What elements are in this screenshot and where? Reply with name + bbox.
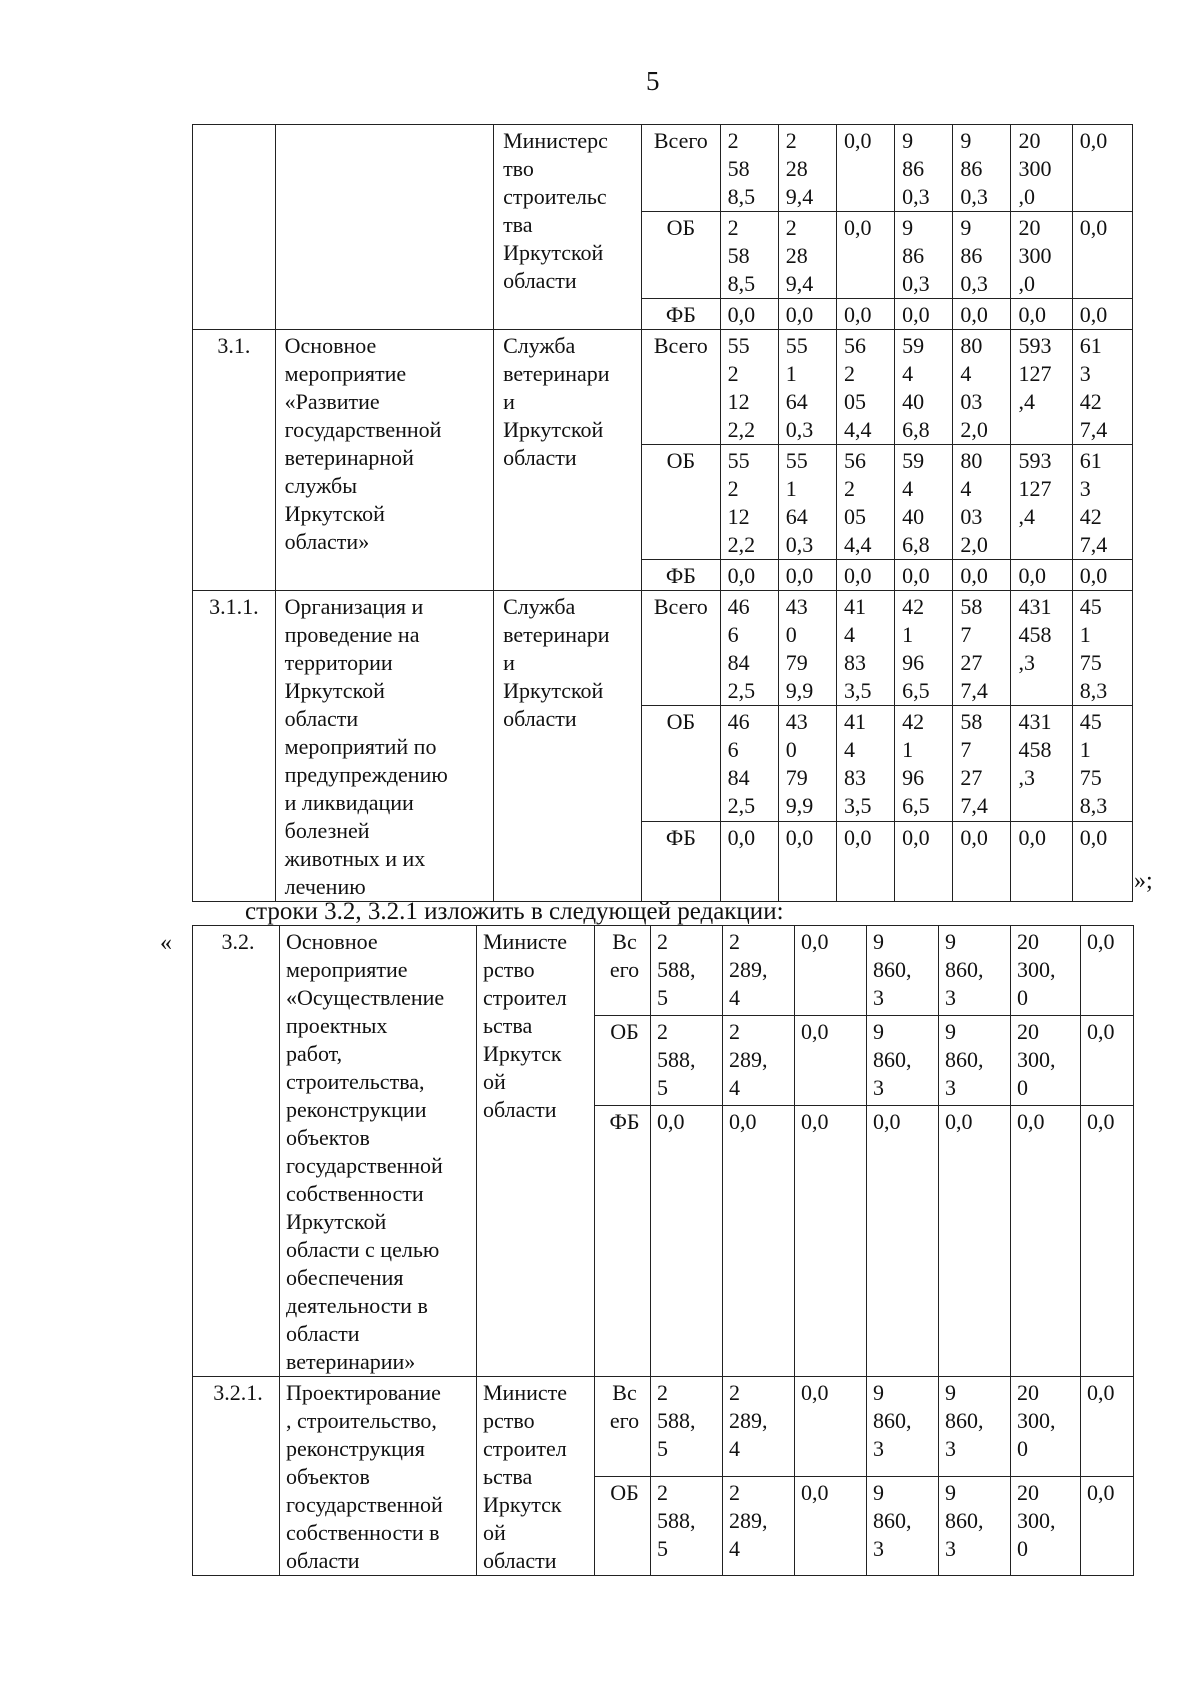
executor-name-text: Служба ветеринари и Иркутской области — [503, 594, 610, 731]
value-text: 2 289, 4 — [729, 929, 768, 1010]
value-text: 42 1 96 6,5 — [902, 709, 930, 819]
value-cell — [720, 706, 778, 821]
executor-name — [494, 591, 642, 902]
funding-source-text: ОБ — [666, 215, 696, 240]
funding-source-text: ОБ — [666, 709, 696, 735]
value-cell — [1072, 821, 1132, 901]
value-cell — [720, 212, 778, 299]
row-code — [193, 591, 276, 902]
value-text: 0,0 — [657, 1108, 685, 1134]
value-text: 0,0 — [1079, 128, 1108, 153]
value-cell — [1011, 445, 1072, 560]
value-text: 46 6 84 2,5 — [727, 709, 756, 819]
funding-source-text: Вс его — [609, 1380, 640, 1433]
value-cell — [723, 1015, 795, 1105]
value-text: 0,0 — [727, 563, 756, 588]
executor-name-text: Служба ветеринари и Иркутской области — [503, 333, 610, 470]
value-text: 0,0 — [843, 128, 872, 153]
value-text: 45 1 75 8,3 — [1079, 594, 1108, 703]
funding-source-text: ФБ — [665, 563, 696, 588]
value-text: 0,0 — [727, 302, 756, 327]
value-cell — [836, 821, 894, 901]
activity-name — [275, 125, 493, 330]
value-cell — [953, 212, 1011, 299]
value-cell — [795, 1377, 867, 1477]
value-text: 41 4 83 3,5 — [843, 709, 872, 819]
executor-name-text: Министе рство строител ьства Иркутск ой области — [483, 929, 568, 1122]
activity-name — [275, 591, 493, 902]
row-code — [193, 926, 280, 1377]
value-cell — [1072, 330, 1132, 445]
value-cell — [836, 212, 894, 299]
value-text: 2 28 9,4 — [785, 215, 814, 296]
value-cell — [895, 591, 953, 706]
value-cell — [895, 560, 953, 591]
value-cell — [953, 591, 1011, 706]
value-text: 0,0 — [902, 563, 930, 588]
executor-name-text: Министерс тво строительс тва Иркутской области — [503, 128, 608, 293]
value-text: 431 458 ,3 — [1018, 709, 1052, 791]
value-cell — [895, 706, 953, 821]
value-text: 56 2 05 4,4 — [843, 333, 872, 442]
executor-name — [477, 926, 595, 1377]
value-cell — [651, 1476, 723, 1576]
value-cell — [895, 299, 953, 330]
value-cell — [953, 125, 1011, 212]
value-cell — [720, 445, 778, 560]
value-text: 0,0 — [960, 302, 988, 327]
value-cell — [720, 125, 778, 212]
value-cell — [778, 212, 836, 299]
funding-source-text: ФБ — [665, 302, 696, 327]
value-cell — [651, 926, 723, 1016]
value-text: 9 86 0,3 — [902, 215, 930, 296]
value-text: 0,0 — [1087, 1380, 1115, 1405]
value-cell — [1072, 560, 1132, 591]
value-text: 0,0 — [1087, 1018, 1115, 1044]
value-cell — [1011, 1015, 1081, 1105]
value-text: 0,0 — [843, 563, 872, 588]
value-cell — [720, 591, 778, 706]
value-text: 0,0 — [801, 1108, 829, 1134]
value-cell — [836, 330, 894, 445]
value-text: 20 300 ,0 — [1018, 128, 1052, 209]
value-text: 0,0 — [1087, 1479, 1115, 1505]
top-table-body — [193, 125, 1133, 902]
funding-source-text: ОБ — [666, 448, 696, 473]
funding-source — [595, 926, 651, 1016]
value-cell — [720, 299, 778, 330]
funding-source — [642, 706, 721, 821]
value-cell — [1081, 1476, 1134, 1576]
funding-source-text: ФБ — [665, 824, 696, 850]
value-text: 0,0 — [1018, 824, 1046, 850]
value-text: 9 86 0,3 — [960, 128, 988, 209]
value-text: 0,0 — [1079, 824, 1108, 850]
activity-name — [275, 330, 493, 591]
value-cell — [953, 706, 1011, 821]
value-cell — [720, 560, 778, 591]
table-row — [193, 330, 1133, 445]
value-text: 9 860, 3 — [873, 1018, 912, 1100]
value-cell — [895, 445, 953, 560]
funding-source — [595, 1377, 651, 1477]
value-text: 0,0 — [1079, 563, 1108, 588]
value-text: 0,0 — [960, 824, 988, 850]
value-cell — [778, 330, 836, 445]
value-text: 9 860, 3 — [945, 1018, 984, 1100]
value-text: 61 3 42 7,4 — [1079, 333, 1108, 442]
value-text: 9 86 0,3 — [960, 215, 988, 296]
value-cell — [895, 330, 953, 445]
value-text: 9 86 0,3 — [902, 128, 930, 209]
funding-source — [642, 821, 721, 901]
funding-source-text: Вс его — [609, 929, 640, 982]
value-text: 0,0 — [843, 215, 872, 240]
value-text: 56 2 05 4,4 — [843, 448, 872, 557]
value-cell — [795, 1105, 867, 1376]
value-cell — [953, 821, 1011, 901]
value-cell — [1011, 212, 1072, 299]
instruction-text: строки 3.2, 3.2.1 изложить в следующей редакции: — [245, 898, 784, 925]
value-cell — [836, 560, 894, 591]
value-text: 0,0 — [1087, 929, 1115, 954]
value-text: 0,0 — [801, 1018, 829, 1044]
value-cell — [778, 706, 836, 821]
value-text: 55 1 64 0,3 — [785, 333, 814, 442]
funding-source — [642, 299, 721, 330]
value-text: 58 7 27 7,4 — [960, 594, 988, 703]
value-text: 0,0 — [1018, 302, 1046, 327]
value-cell — [1011, 560, 1072, 591]
value-cell — [939, 1377, 1011, 1477]
value-text: 2 289, 4 — [729, 1479, 768, 1561]
activity-name — [280, 1377, 477, 1576]
value-cell — [1072, 591, 1132, 706]
value-cell — [723, 1476, 795, 1576]
value-cell — [836, 445, 894, 560]
value-text: 431 458 ,3 — [1018, 594, 1052, 675]
funding-source — [642, 212, 721, 299]
funding-source — [642, 445, 721, 560]
value-cell — [953, 560, 1011, 591]
bottom-table-body — [193, 926, 1134, 1576]
value-cell — [1011, 125, 1072, 212]
row-code — [193, 125, 276, 330]
value-text: 0,0 — [843, 302, 872, 327]
value-cell — [1081, 1377, 1134, 1477]
value-text: 61 3 42 7,4 — [1079, 448, 1108, 557]
funding-source — [642, 330, 721, 445]
value-cell — [1011, 926, 1081, 1016]
value-text: 0,0 — [801, 1380, 829, 1405]
value-text: 0,0 — [843, 824, 872, 850]
row-code — [193, 330, 276, 591]
executor-name — [477, 1377, 595, 1576]
value-cell — [778, 445, 836, 560]
value-cell — [939, 1105, 1011, 1376]
funding-source — [642, 125, 721, 212]
closing-quote: »; — [1134, 868, 1153, 894]
value-text: 55 1 64 0,3 — [785, 448, 814, 557]
row-code-text: 3.1. — [217, 333, 251, 358]
value-cell — [795, 1015, 867, 1105]
value-text: 9 860, 3 — [945, 1479, 984, 1561]
value-text: 2 58 8,5 — [727, 128, 756, 209]
value-text: 9 860, 3 — [873, 929, 912, 1010]
table-row — [193, 926, 1134, 1016]
value-text: 58 7 27 7,4 — [960, 709, 988, 819]
activity-name-text: Основное мероприятие «Развитие государственной ветеринарной службы Иркутской области» — [284, 333, 442, 554]
value-text: 0,0 — [1018, 563, 1046, 588]
top-table — [192, 124, 1133, 902]
value-cell — [795, 1476, 867, 1576]
value-cell — [867, 1476, 939, 1576]
value-cell — [1072, 125, 1132, 212]
funding-source — [642, 591, 721, 706]
value-cell — [1072, 706, 1132, 821]
activity-name-text: Организация и проведение на территории Иркутской области мероприятий по предупреждению и ликвидации болезней животных и их лечению — [284, 594, 448, 899]
funding-source — [595, 1105, 651, 1376]
value-cell — [953, 299, 1011, 330]
opening-quote: « — [160, 930, 172, 956]
value-text: 59 4 40 6,8 — [902, 333, 930, 442]
value-text: 0,0 — [960, 563, 988, 588]
value-cell — [795, 926, 867, 1016]
value-cell — [867, 1105, 939, 1376]
value-cell — [723, 1105, 795, 1376]
activity-name-text: Проектирование , строительство, реконструкция объектов государственной собственности в области — [286, 1380, 443, 1573]
value-cell — [836, 706, 894, 821]
value-text: 0,0 — [1087, 1108, 1115, 1134]
value-cell — [1081, 1105, 1134, 1376]
value-text: 2 588, 5 — [657, 1479, 696, 1561]
value-cell — [1011, 299, 1072, 330]
value-cell — [836, 299, 894, 330]
row-code — [193, 1377, 280, 1576]
value-cell — [651, 1105, 723, 1376]
funding-source — [642, 560, 721, 591]
value-text: 20 300, 0 — [1017, 1380, 1056, 1461]
value-text: 20 300 ,0 — [1018, 215, 1052, 296]
value-cell — [1072, 445, 1132, 560]
value-text: 43 0 79 9,9 — [785, 709, 814, 819]
value-text: 0,0 — [873, 1108, 901, 1134]
value-cell — [836, 125, 894, 212]
value-cell — [939, 1476, 1011, 1576]
value-cell — [720, 821, 778, 901]
funding-source-text: ОБ — [610, 1479, 639, 1505]
value-cell — [778, 591, 836, 706]
value-text: 2 28 9,4 — [785, 128, 814, 209]
value-text: 80 4 03 2,0 — [960, 333, 988, 442]
table-row — [193, 1377, 1134, 1477]
value-text: 9 860, 3 — [945, 1380, 984, 1461]
funding-source-text: Всего — [653, 333, 708, 358]
value-text: 0,0 — [1079, 302, 1108, 327]
value-cell — [651, 1377, 723, 1477]
value-cell — [953, 330, 1011, 445]
value-cell — [867, 1377, 939, 1477]
value-text: 80 4 03 2,0 — [960, 448, 988, 557]
value-cell — [778, 560, 836, 591]
value-text: 0,0 — [945, 1108, 973, 1134]
value-cell — [1081, 926, 1134, 1016]
value-text: 0,0 — [1079, 215, 1108, 240]
value-cell — [867, 926, 939, 1016]
value-cell — [939, 1015, 1011, 1105]
funding-source — [595, 1476, 651, 1576]
value-text: 0,0 — [785, 824, 814, 850]
value-text: 41 4 83 3,5 — [843, 594, 872, 703]
value-text: 9 860, 3 — [873, 1479, 912, 1561]
activity-name-text: Основное мероприятие «Осуществление проектных работ, строительства, реконструкции объектов государственной собственности Иркутской области с целью обеспечения деятельности в области ветеринарии» — [286, 929, 445, 1374]
table-row — [193, 591, 1133, 706]
value-text: 46 6 84 2,5 — [727, 594, 756, 703]
value-cell — [778, 125, 836, 212]
row-code-text: 3.2. — [221, 929, 255, 954]
value-cell — [1011, 1476, 1081, 1576]
value-text: 0,0 — [785, 302, 814, 327]
value-cell — [939, 926, 1011, 1016]
value-text: 55 2 12 2,2 — [727, 448, 756, 557]
executor-name — [494, 330, 642, 591]
table-row — [193, 125, 1133, 212]
executor-name — [494, 125, 642, 330]
value-text: 0,0 — [902, 302, 930, 327]
value-cell — [1011, 821, 1072, 901]
value-text: 2 588, 5 — [657, 1380, 696, 1461]
value-text: 55 2 12 2,2 — [727, 333, 756, 442]
value-text: 593 127 ,4 — [1018, 333, 1052, 414]
value-cell — [1011, 1105, 1081, 1376]
value-text: 0,0 — [902, 824, 930, 850]
funding-source — [595, 1015, 651, 1105]
value-cell — [895, 821, 953, 901]
value-text: 2 289, 4 — [729, 1018, 768, 1100]
value-text: 2 588, 5 — [657, 929, 696, 1010]
value-text: 2 588, 5 — [657, 1018, 696, 1100]
value-text: 20 300, 0 — [1017, 1479, 1056, 1561]
value-text: 43 0 79 9,9 — [785, 594, 814, 703]
value-text: 0,0 — [729, 1108, 757, 1134]
value-cell — [723, 1377, 795, 1477]
value-text: 0,0 — [801, 1479, 829, 1505]
value-text: 0,0 — [801, 929, 829, 954]
value-cell — [1011, 1377, 1081, 1477]
funding-source-text: ОБ — [610, 1018, 639, 1044]
value-cell — [1011, 330, 1072, 445]
value-text: 9 860, 3 — [873, 1380, 912, 1461]
value-text: 0,0 — [785, 563, 814, 588]
value-text: 20 300, 0 — [1017, 1018, 1056, 1100]
value-cell — [1011, 706, 1072, 821]
value-cell — [895, 125, 953, 212]
value-cell — [867, 1015, 939, 1105]
funding-source-text: Всего — [653, 594, 708, 619]
value-cell — [651, 1015, 723, 1105]
funding-source-text: ФБ — [609, 1108, 640, 1134]
value-text: 0,0 — [1017, 1108, 1045, 1134]
value-cell — [953, 445, 1011, 560]
value-cell — [1072, 212, 1132, 299]
value-cell — [836, 591, 894, 706]
value-cell — [778, 821, 836, 901]
value-cell — [895, 212, 953, 299]
value-cell — [1011, 591, 1072, 706]
value-text: 593 127 ,4 — [1018, 448, 1052, 529]
value-text: 42 1 96 6,5 — [902, 594, 930, 703]
executor-name-text: Министе рство строител ьства Иркутск ой области — [483, 1380, 568, 1573]
value-text: 9 860, 3 — [945, 929, 984, 1010]
activity-name — [280, 926, 477, 1377]
value-cell — [1072, 299, 1132, 330]
value-text: 0,0 — [727, 824, 756, 850]
row-code-text: 3.2.1. — [213, 1380, 263, 1405]
value-text: 20 300, 0 — [1017, 929, 1056, 1010]
value-cell — [723, 926, 795, 1016]
value-cell — [1081, 1015, 1134, 1105]
value-text: 2 289, 4 — [729, 1380, 768, 1461]
value-text: 59 4 40 6,8 — [902, 448, 930, 557]
bottom-table — [192, 925, 1134, 1576]
row-code-text: 3.1.1. — [209, 594, 259, 619]
page-number: 5 — [646, 66, 660, 96]
value-text: 2 58 8,5 — [727, 215, 756, 296]
funding-source-text: Всего — [653, 128, 708, 153]
value-cell — [720, 330, 778, 445]
value-text: 45 1 75 8,3 — [1079, 709, 1108, 819]
value-cell — [778, 299, 836, 330]
